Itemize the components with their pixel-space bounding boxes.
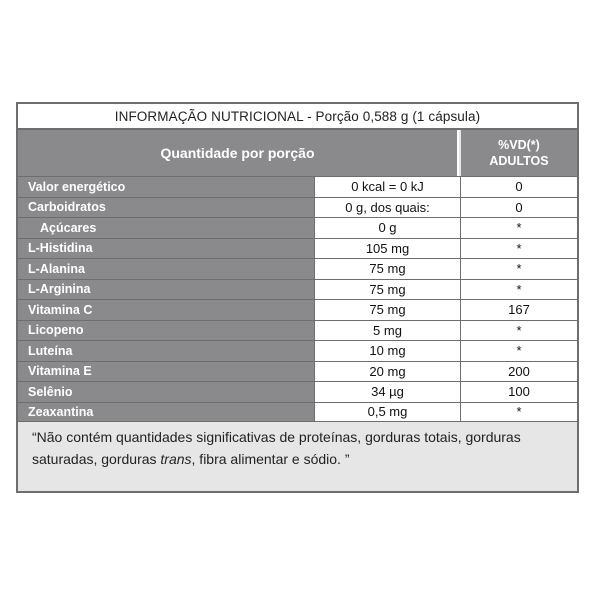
footnote-text-end: , fibra alimentar e sódio. ” [191,451,350,467]
nutrient-quantity: 0 g [314,218,461,238]
table-row [18,340,577,361]
table-row [18,279,577,300]
nutrient-vd: * [461,259,577,279]
nutrient-vd: * [461,341,577,361]
nutrient-name: L-Alanina [18,259,314,279]
table-row [18,361,577,382]
nutrient-vd: 200 [461,362,577,382]
header-vd-line2: ADULTOS [489,154,549,168]
label-title: INFORMAÇÃO NUTRICIONAL - Porção 0,588 g (1 cápsula) [18,104,577,130]
nutrient-rows [18,176,577,422]
nutrient-name: Luteína [18,341,314,361]
nutrient-name: Açúcares [18,218,314,238]
nutrient-vd: 100 [461,382,577,402]
nutrient-quantity: 0 g, dos quais: [314,198,461,218]
nutrient-name: Vitamina C [18,300,314,320]
nutrient-vd: * [461,321,577,341]
nutrient-name: Zeaxantina [18,403,314,422]
nutrient-vd: 167 [461,300,577,320]
header-vd [461,130,577,176]
nutrient-vd: * [461,218,577,238]
nutrient-quantity: 105 mg [314,239,461,259]
nutrient-quantity: 0,5 mg [314,403,461,422]
nutrient-vd: 0 [461,177,577,197]
nutrient-quantity: 0 kcal = 0 kJ [314,177,461,197]
nutrient-name: Valor energético [18,177,314,197]
footnote [32,426,567,470]
nutrient-name: Vitamina E [18,362,314,382]
nutrient-vd: * [461,239,577,259]
table-row [18,238,577,259]
nutrient-quantity: 10 mg [314,341,461,361]
table-row [18,402,577,423]
nutrient-name: Selênio [18,382,314,402]
nutrition-label [16,102,579,493]
table-row [18,381,577,402]
nutrient-name: Licopeno [18,321,314,341]
nutrient-quantity: 75 mg [314,300,461,320]
table-row [18,320,577,341]
nutrient-name: Carboidratos [18,198,314,218]
nutrient-quantity: 75 mg [314,259,461,279]
nutrient-vd: 0 [461,198,577,218]
nutrient-name: L-Histidina [18,239,314,259]
nutrient-name: L-Arginina [18,280,314,300]
nutrient-quantity: 5 mg [314,321,461,341]
table-row [18,299,577,320]
header-quantity: Quantidade por porção [18,130,459,176]
footnote-italic: trans [160,451,192,467]
nutrient-quantity: 34 µg [314,382,461,402]
header-vd-line1: %VD(*) [498,138,540,152]
table-row [18,217,577,238]
header-row [18,130,577,176]
nutrient-quantity: 20 mg [314,362,461,382]
nutrient-quantity: 75 mg [314,280,461,300]
table-row [18,197,577,218]
table-row [18,176,577,197]
footnote-text: “Não contém quantidades significativas de proteínas, gorduras totais, gorduras saturadas, gorduras [32,429,521,467]
table-row [18,258,577,279]
nutrient-vd: * [461,403,577,422]
nutrient-vd: * [461,280,577,300]
